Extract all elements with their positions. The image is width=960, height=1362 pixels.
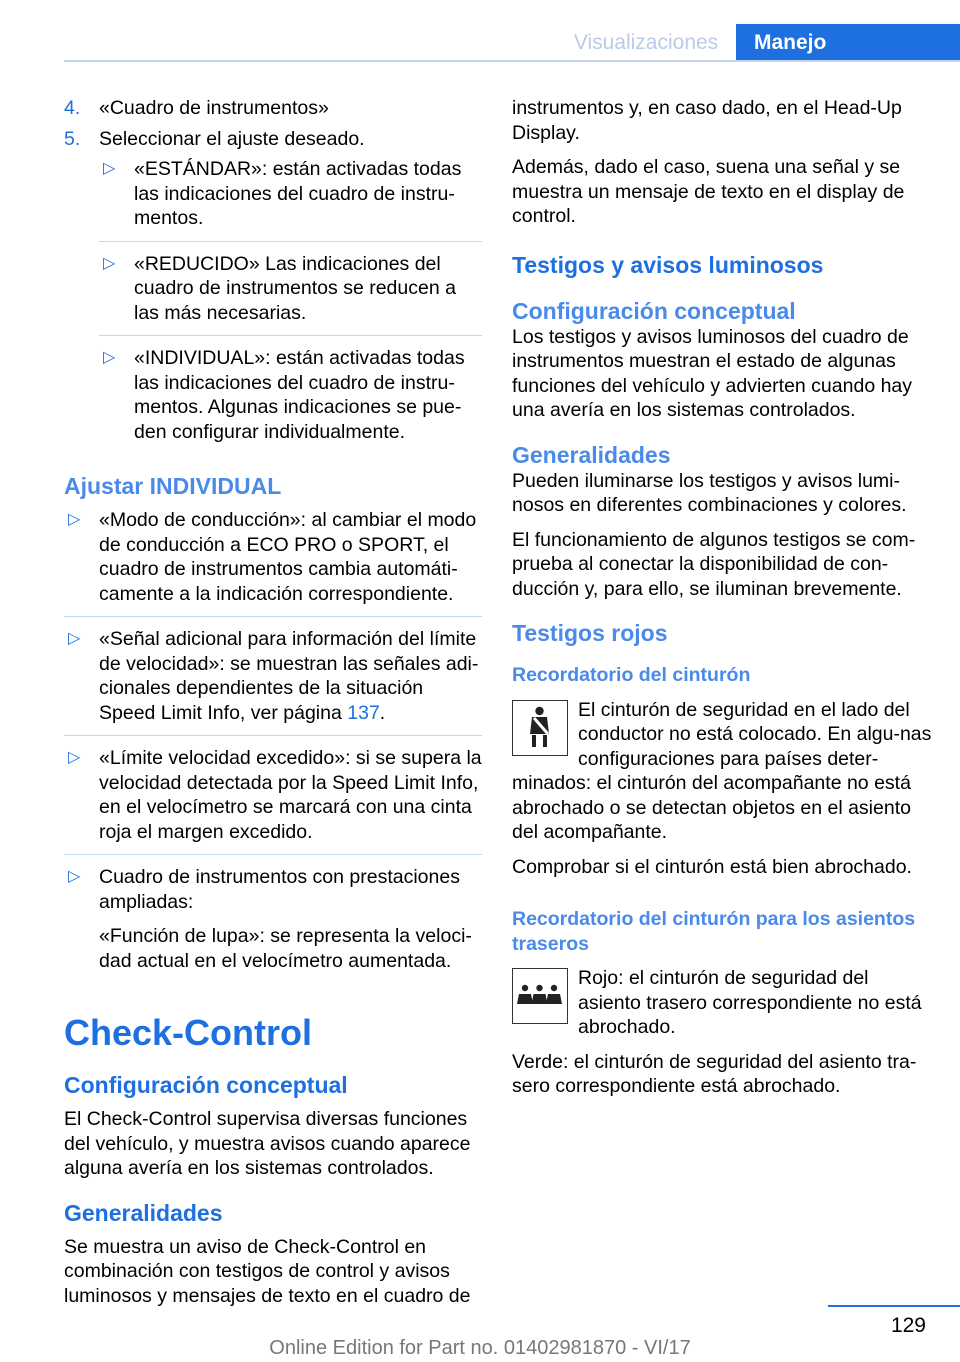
heading-generalidades-right: Generalidades: [512, 441, 671, 468]
divider: [64, 735, 482, 736]
option-list: [99, 157, 482, 444]
heading-testigos-rojos: Testigos rojos: [512, 620, 668, 646]
option-individual: ▷ «INDIVIDUAL»: están activadas todas las indicaciones del cuadro de instru‐mentos. Algunas indicaciones se pue‐den configurar individualmente.: [103, 347, 465, 443]
ademas-text: Además, dado el caso, suena una señal y se muestra un mensaje de texto en el display de control.: [512, 156, 905, 227]
ajustar-item-modo: ▷ «Modo de conducción»: al cambiar el modo de conducción a ECO PRO o SPORT, el cuadro de instrumentos cambia automáti‐camente a la indicación correspondiente.: [68, 509, 477, 605]
footer-edition: Online Edition for Part no. 01402981870 - VI/17: [269, 1337, 691, 1359]
triangle-bullet-icon: ▷: [68, 868, 81, 885]
ajustar-item-cuadro: ▷ Cuadro de instrumentos con prestaciones ampliadas: «Función de lupa»: se representa la veloci‐dad actual en el velocímetro aumentada.: [68, 866, 472, 972]
header-tab-visualizaciones[interactable]: Visualizaciones: [573, 31, 719, 54]
rear-seatbelt-icon: [512, 968, 568, 1024]
continued-text: instrumentos y, en caso dado, en el Head-Up Display.: [512, 97, 902, 144]
general-text-1: Pueden iluminarse los testigos y avisos lumi‐nosos en diferentes combinaciones y colores.: [512, 469, 907, 516]
general-text: Se muestra un aviso de Check-Control en combinación con testigos de control y avisos luminosos y mensajes de texto en el cuadro de: [64, 1235, 471, 1307]
step-4: [64, 96, 482, 121]
ajustar-item-limite: ▷ «Límite velocidad excedido»: si se supera la velocidad detectada por la Speed Limit Info, en el velocímetro se marcará con una cinta roja el margen excedido.: [68, 747, 482, 843]
testigos-config-text: Los testigos y avisos luminosos del cuadro de instrumentos muestran el estado de algunas funciones del vehículo y advierten cuando hay una avería en los sistemas controlados.: [512, 325, 913, 421]
triangle-bullet-icon: ▷: [68, 630, 81, 647]
header-tab-manejo[interactable]: Manejo: [736, 24, 960, 62]
header-rule: [64, 60, 960, 62]
triangle-bullet-icon: ▷: [103, 254, 116, 272]
left-column: [64, 96, 482, 1318]
step-5: [64, 127, 482, 152]
step-number: 4.: [64, 97, 81, 119]
triangle-bullet-icon: ▷: [103, 160, 116, 177]
divider: [99, 241, 482, 242]
divider: [64, 616, 482, 617]
seatbelt-icon: [512, 700, 568, 756]
footer-rule: [828, 1305, 960, 1307]
option-estandar: ▷ «ESTÁNDAR»: están activadas todas las indicaciones del cuadro de instru‐mentos.: [103, 158, 462, 229]
cinturon-check-text: Comprobar si el cinturón está bien abrochado.: [512, 855, 912, 878]
heading-config-conceptual-right: Configuración conceptual: [512, 297, 796, 324]
config-text: El Check-Control supervisa diversas funciones del vehículo, y muestra avisos cuando aparece alguna avería en los sistemas controlados.: [64, 1108, 471, 1179]
triangle-bullet-icon: ▷: [103, 349, 116, 366]
step-number: 5.: [64, 127, 81, 150]
page-link-137[interactable]: 137: [347, 701, 380, 724]
option-reducido: ▷ «REDUCIDO» Las indicaciones del cuadro de instrumentos se reducen a las más necesarias.: [103, 252, 456, 324]
step-text: Seleccionar el ajuste deseado.: [99, 127, 365, 150]
heading-generalidades: Generalidades: [64, 1199, 223, 1226]
rojo-text: Rojo: el cinturón de seguridad del asiento trasero correspondiente no está abrochado.: [578, 967, 922, 1038]
right-column: [512, 96, 934, 1109]
heading-cinturon-traseros: Recordatorio del cinturón para los asientos traseros: [512, 908, 916, 955]
ajustar-item-senal: ▷ «Señal adicional para información del límite de velocidad»: se muestran las señales adi‐cionales dependientes de la situación Speed Limit Info, ver página 137.: [68, 628, 479, 724]
heading-testigos: Testigos y avisos luminosos: [512, 251, 824, 278]
heading-config-conceptual: Configuración conceptual: [64, 1072, 348, 1098]
heading-check-control: Check-Control: [64, 1012, 313, 1053]
heading-ajustar-individual: Ajustar INDIVIDUAL: [64, 473, 282, 499]
cinturon-text: El cinturón de seguridad en el lado del conductor no está colocado. En algu‐nas configuraciones para países deter‐minados: el cinturón del acompañante no está abrochado o se detectan objetos en el asiento del acompañante.: [512, 698, 932, 843]
page-number: 129: [890, 1314, 926, 1337]
divider: [64, 854, 482, 855]
triangle-bullet-icon: ▷: [68, 511, 81, 528]
triangle-bullet-icon: ▷: [68, 749, 81, 766]
verde-text: Verde: el cinturón de seguridad del asiento tra‐sero correspondiente está abrochado.: [512, 1050, 917, 1097]
heading-recordatorio-cinturon: Recordatorio del cinturón: [512, 664, 751, 686]
step-text: «Cuadro de instrumentos»: [99, 97, 329, 119]
divider: [99, 335, 482, 336]
general-text-2: El funcionamiento de algunos testigos se com‐prueba al conectar la disponibilidad de con‐ducción y, para ello, se iluminan brevemente.: [512, 528, 916, 600]
